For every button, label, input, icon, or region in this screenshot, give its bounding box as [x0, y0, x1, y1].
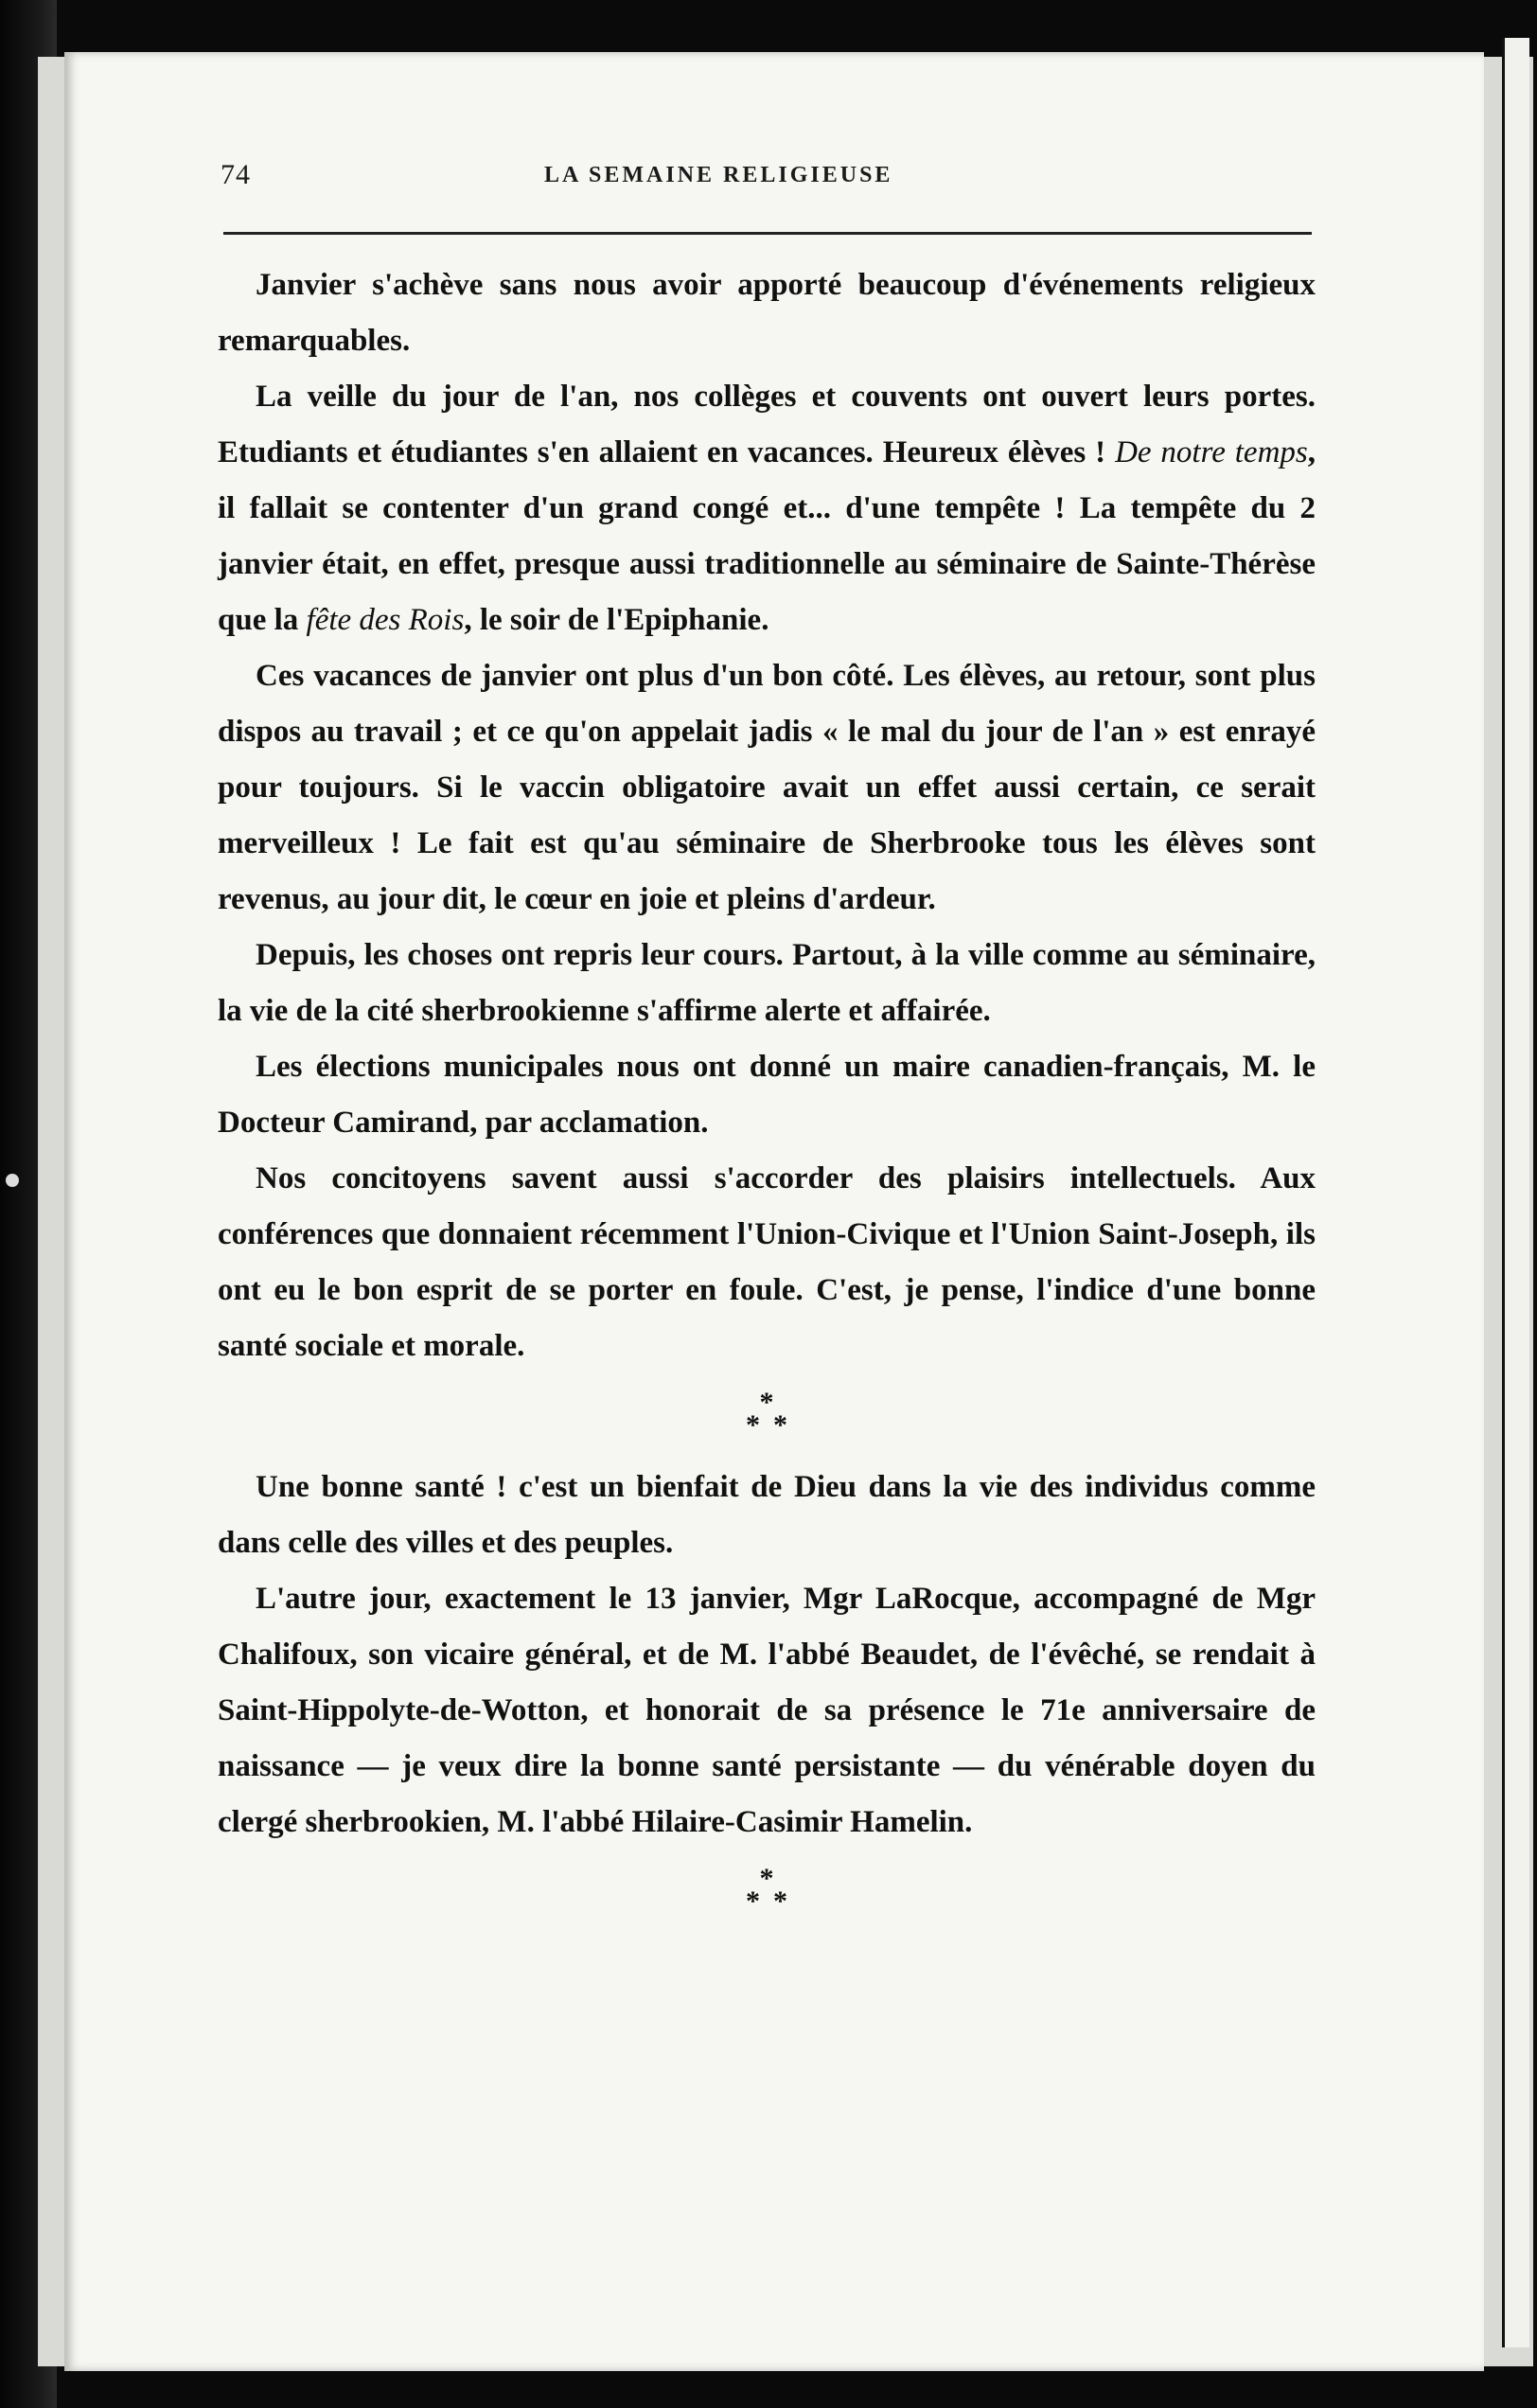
paragraph-text: , le soir de l'Epiphanie.	[464, 603, 769, 637]
article-body	[218, 257, 1316, 1936]
page-number: 74	[221, 159, 251, 190]
paragraph: Janvier s'achève sans nous avoir apporté beaucoup d'événements religieux remarquables.	[218, 268, 1316, 358]
asterism-divider	[218, 1374, 1316, 1460]
asterism-top: *	[759, 1863, 774, 1894]
paragraph: Depuis, les choses ont repris leur cours. Partout, à la ville comme au séminaire, la vie de la cité sherbrookienne s'affirme alerte et affairée.	[218, 938, 1316, 1028]
scan-speck	[6, 1174, 19, 1187]
italic-phrase: De notre temps	[1115, 435, 1308, 469]
asterism-divider	[218, 1850, 1316, 1936]
paragraph-text: , il fallait se contenter d'un grand congé et... d'une tempête ! La tempête du 2 janvier était, en effet, presque aussi traditionnelle au séminaire de Sainte-Thérèse que la	[218, 435, 1316, 637]
italic-phrase: fête des Rois	[306, 603, 465, 637]
asterism-top: *	[759, 1387, 774, 1418]
running-head: LA SEMAINE RELIGIEUSE	[544, 163, 893, 187]
paragraph: Les élections municipales nous ont donné un maire canadien-français, M. le Docteur Camirand, par acclamation.	[218, 1050, 1316, 1140]
next-page-edge	[1502, 38, 1529, 2347]
asterism-bottom: **	[746, 1409, 801, 1441]
asterism-bottom: **	[746, 1886, 801, 1917]
paragraph	[218, 369, 1316, 648]
header-rule	[223, 232, 1312, 235]
paragraph: Ces vacances de janvier ont plus d'un bon côté. Les élèves, au retour, sont plus dispos au travail ; et ce qu'on appelait jadis « le mal du jour de l'an » est enrayé pour toujours. Si le vaccin obligatoire avait un effet aussi certain, ce serait merveilleux ! Le fait est qu'au séminaire de Sherbrooke tous les élèves sont revenus, au jour dit, le cœur en joie et pleins d'ardeur.	[218, 659, 1316, 916]
paragraph-text: La veille du jour de l'an, nos collèges et couvents ont ouvert leurs portes. Etudiants et étudiantes s'en allaient en vacances. Heureux élèves !	[218, 380, 1316, 469]
paragraph: L'autre jour, exactement le 13 janvier, Mgr LaRocque, accompagné de Mgr Chalifoux, son vicaire général, et de M. l'abbé Beaudet, de l'évêché, se rendait à Saint-Hippolyte-de-Wotton, et honorait de sa présence le 71e anniversaire de naissance — je veux dire la bonne santé persistante — du vénérable doyen du clergé sherbrookien, M. l'abbé Hilaire-Casimir Hamelin.	[218, 1582, 1316, 1839]
paragraph: Nos concitoyens savent aussi s'accorder des plaisirs intellectuels. Aux conférences que donnaient récemment l'Union-Civique et l'Union Saint-Joseph, ils ont eu le bon esprit de se porter en foule. C'est, je pense, l'indice d'une bonne santé sociale et morale.	[218, 1161, 1316, 1363]
page-header	[156, 151, 1320, 208]
paragraph: Une bonne santé ! c'est un bienfait de Dieu dans la vie des individus comme dans celle des villes et des peuples.	[218, 1470, 1316, 1560]
